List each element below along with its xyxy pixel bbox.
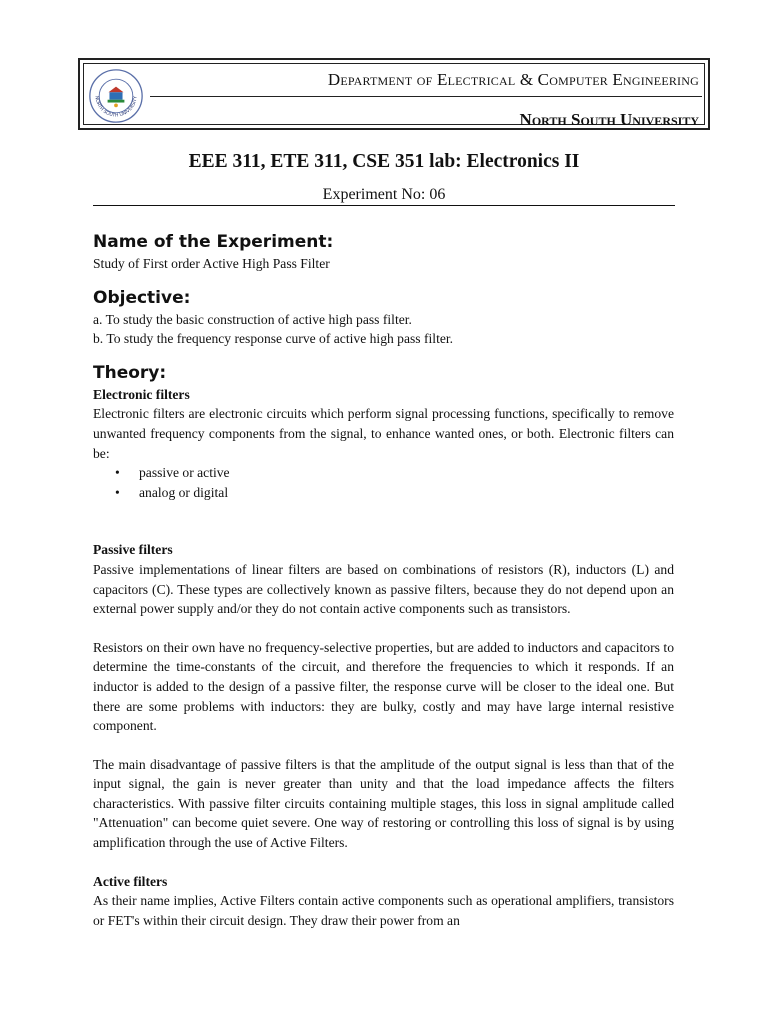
electronic-filters-text: Electronic filters are electronic circuits which perform signal processing functions, specifically to remove unwanted frequency components from the signal, to enhance wanted ones, or both. Electronic filters can be: (93, 406, 674, 461)
list-item (93, 483, 674, 503)
passive-filters-paragraph: The main disadvantage of passive filters is that the amplitude of the output signal is less than that of the input signal, the gain is never greater than unity and that the load impedance affects the filters characteristics. With passive filter circuits containing multiple stages, this loss in signal amplitude called "Attenuation" can become quiet severe. One way of restoring or controlling this loss of signal is by using amplification through the use of Active Filters. (93, 756, 674, 851)
theory-heading: Theory: (93, 362, 167, 383)
experiment-number: Experiment No: 06 (322, 186, 446, 203)
document-header (78, 58, 710, 130)
list-item-label: analog or digital (139, 484, 229, 500)
experiment-name-text: Study of First order Active High Pass Filter (93, 256, 330, 271)
experiment-name-heading: Name of the Experiment: (93, 232, 334, 252)
department-name: Department of Electrical & Computer Engineering (327, 70, 699, 89)
objective-item: a. To study the basic construction of active high pass filter. (93, 311, 412, 327)
passive-filters-heading: Passive filters (93, 542, 173, 558)
active-filters-heading: Active filters (93, 873, 168, 889)
seal-text: NORTH SOUTH UNIVERSITY (93, 95, 139, 119)
bullet-icon: • (115, 465, 120, 481)
document-header-inner-border (83, 63, 705, 129)
list-item-label: passive or active (139, 465, 230, 481)
objective-heading: Objective: (93, 287, 191, 308)
list-item (93, 463, 674, 483)
filter-types-list (93, 463, 674, 502)
university-seal-icon (88, 68, 144, 124)
passive-filters-paragraph: Resistors on their own have no frequency-selective properties, but are added to inductors and capacitors to determine the time-constants of the circuit, and therefore the frequencies to which it responds. If an inductor is added to the design of a passive filter, the response curve will be closer to the ideal one. But there are some problems with inductors: they are bulky, costly and may have large internal resistive component. (93, 639, 674, 734)
course-title: EEE 311, ETE 311, CSE 351 lab: Electronics II (188, 151, 580, 172)
bullet-icon: • (115, 484, 120, 500)
university-name: North South University (519, 110, 699, 129)
passive-filters-paragraph: Passive implementations of linear filters are based on combinations of resistors (R), inductors (L) and capacitors (C). These types are collectively known as passive filters, because they do not depend upon an external power supply and/or they do not contain active components such as transistors. (93, 561, 674, 617)
active-filters-text: As their name implies, Active Filters contain active components such as operational amplifiers, transistors or FET's within their circuit design. They draw their power from an (93, 893, 674, 928)
electronic-filters-heading: Electronic filters (93, 386, 190, 402)
objective-item: b. To study the frequency response curve of active high pass filter. (93, 331, 454, 347)
header-divider (150, 96, 702, 97)
title-divider (93, 205, 675, 206)
document-body (93, 230, 674, 930)
